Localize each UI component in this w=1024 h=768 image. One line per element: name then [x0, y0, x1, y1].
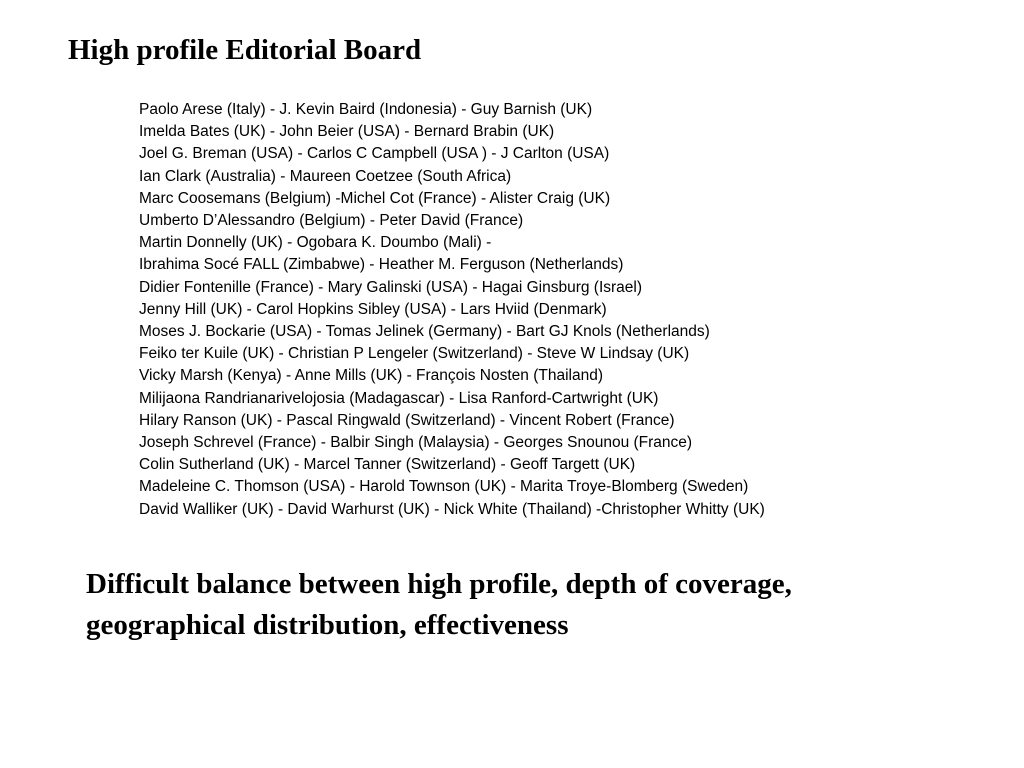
board-members-line: David Walliker (UK) - David Warhurst (UK) - Nick White (Thailand) -Christopher Whitty (UK) — [139, 500, 765, 518]
board-members-line: Madeleine C. Thomson (USA) - Harold Townson (UK) - Marita Troye-Blomberg (Sweden) — [139, 478, 749, 496]
board-members-line: Moses J. Bockarie (USA) - Tomas Jelinek (Germany) - Bart GJ Knols (Netherlands) — [139, 323, 710, 341]
conclusion-statement — [86, 564, 986, 646]
board-members-line: Didier Fontenille (France) - Mary Galinski (USA) - Hagai Ginsburg (Israel) — [139, 278, 643, 296]
board-members-line: Umberto D’Alessandro (Belgium) - Peter David (France) — [139, 212, 524, 230]
board-members-line: Joel G. Breman (USA) - Carlos C Campbell (USA ) - J Carlton (USA) — [139, 145, 610, 163]
board-members-line: Feiko ter Kuile (UK) - Christian P Lengeler (Switzerland) - Steve W Lindsay (UK) — [139, 345, 690, 363]
board-members-line: Imelda Bates (UK) - John Beier (USA) - Bernard Brabin (UK) — [139, 123, 555, 141]
board-members-line: Jenny Hill (UK) - Carol Hopkins Sibley (USA) - Lars Hviid (Denmark) — [139, 300, 607, 318]
board-members-line: Colin Sutherland (UK) - Marcel Tanner (Switzerland) - Geoff Targett (UK) — [139, 456, 636, 474]
board-members-line: Marc Coosemans (Belgium) -Michel Cot (France) - Alister Craig (UK) — [139, 189, 611, 207]
conclusion-line: geographical distribution, effectiveness — [86, 609, 569, 641]
board-members-line: Paolo Arese (Italy) - J. Kevin Baird (Indonesia) - Guy Barnish (UK) — [139, 101, 593, 118]
board-members-line: Joseph Schrevel (France) - Balbir Singh (Malaysia) - Georges Snounou (France) — [139, 434, 693, 452]
board-members-line: Milijaona Randrianarivelojosia (Madagascar) - Lisa Ranford-Cartwright (UK) — [139, 389, 659, 407]
board-members-line: Ibrahima Socé FALL (Zimbabwe) - Heather M. Ferguson (Netherlands) — [139, 256, 624, 274]
board-members-line: Martin Donnelly (UK) - Ogobara K. Doumbo (Mali) - — [139, 234, 492, 252]
board-members-line: Ian Clark (Australia) - Maureen Coetzee (South Africa) — [139, 167, 512, 185]
board-members-line: Vicky Marsh (Kenya) - Anne Mills (UK) - François Nosten (Thailand) — [139, 367, 603, 385]
slide-title: High profile Editorial Board — [68, 34, 422, 66]
conclusion-line: Difficult balance between high profile, depth of coverage, — [86, 568, 792, 600]
board-members-line: Hilary Ranson (UK) - Pascal Ringwald (Switzerland) - Vincent Robert (France) — [139, 411, 675, 429]
editorial-board-list — [139, 99, 765, 521]
